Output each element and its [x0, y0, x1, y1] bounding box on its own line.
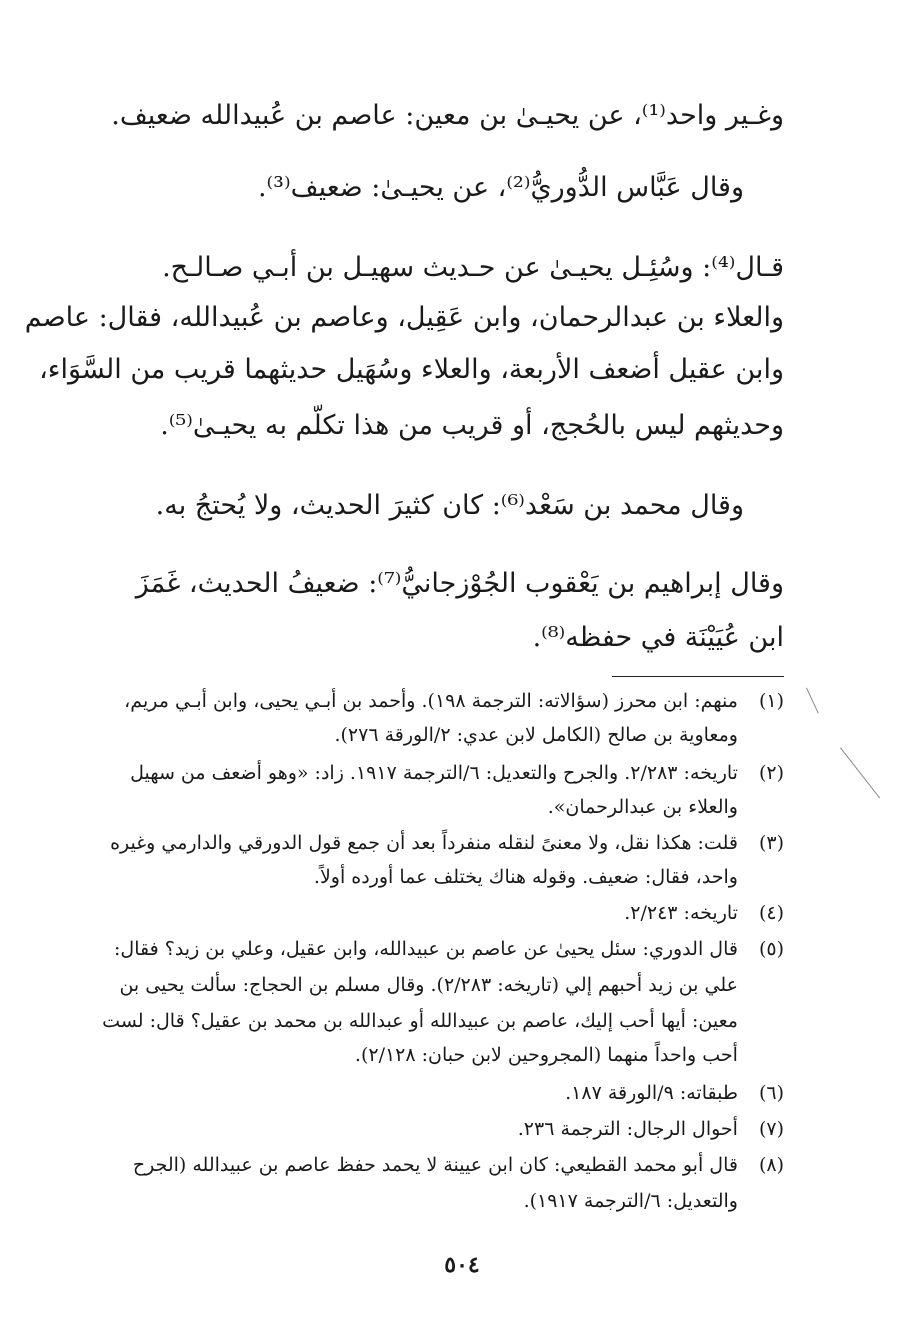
text-line: وقال عَبَّاس الدُّوريُّ⁽²⁾، عن يحيـىٰ: ضعيف⁽³⁾.	[257, 172, 744, 203]
footnote-text: علي بن زيد أحبهم إلي (تاريخه: ٢/٢٨٣). وقال مسلم بن الحجاج: سألت يحيى بن	[119, 974, 738, 996]
text-line: وقال محمد بن سَعْد⁽⁶⁾: كان كثيرَ الحديث، ولا يُحتجُ به.	[155, 490, 744, 521]
text-line: قـال⁽⁴⁾: وسُئِـل يحيـىٰ عن حـديث سهيـل بن أبـي صـالـح.	[162, 252, 784, 283]
footnote-text: تاريخه: ٢/٢٤٣.	[624, 902, 738, 924]
footnote-text: والعلاء بن عبدالرحمان».	[547, 796, 738, 818]
footnote-number: (٨)	[758, 1154, 784, 1176]
footnote-1	[124, 690, 784, 712]
footnote-text: منهم: ابن محرز (سؤالاته: الترجمة ١٩٨). وأحمد بن أبـي يحيى، وابن أبـي مريم،	[124, 690, 738, 712]
footnote-7	[518, 1118, 784, 1140]
footnote-text: واحد، فقال: ضعيف. وقوله هناك يختلف عما أورده أولاً.	[313, 866, 738, 888]
footnote-divider	[612, 676, 784, 677]
footnote-3-cont	[314, 866, 784, 888]
footnote-text: والتعديل: ٦/الترجمة ١٩١٧).	[523, 1190, 738, 1212]
footnote-5-cont	[355, 1044, 784, 1066]
text-line: وحديثهم ليس بالحُجج، أو قريب من هذا تكلّم به يحيـىٰ⁽⁵⁾.	[160, 410, 784, 441]
footnote-number: (٢)	[758, 762, 784, 784]
footnote-2-cont	[548, 796, 784, 818]
page-number: ٥٠٤	[444, 1252, 480, 1278]
footnote-4	[624, 902, 784, 924]
footnote-number: (٤)	[758, 902, 784, 924]
text-line: وابن عقيل أضعف الأربعة، والعلاء وسُهَيل حديثهما قريب من السَّوَاء،	[39, 354, 784, 385]
scan-mark	[840, 747, 880, 798]
footnote-3	[110, 832, 784, 854]
footnote-number: (٦)	[758, 1082, 784, 1104]
footnote-number: (٣)	[758, 832, 784, 854]
footnote-number: (٥)	[758, 938, 784, 960]
footnote-text: أحوال الرجال: الترجمة ٢٣٦.	[517, 1118, 738, 1140]
footnote-text: تاريخه: ٢/٢٨٣. والجرح والتعديل: ٦/الترجمة ١٩١٧. زاد: «وهو أضعف من سهيل	[130, 762, 738, 784]
footnote-2	[130, 762, 784, 784]
text-line: وغـير واحد⁽¹⁾، عن يحيـىٰ بن معين: عاصم بن عُبيدالله ضعيف.	[111, 100, 784, 131]
footnote-8	[133, 1154, 784, 1176]
footnote-number: (١)	[758, 690, 784, 712]
footnote-number: (٧)	[758, 1118, 784, 1140]
footnote-text: قال أبو محمد القطيعي: كان ابن عيينة لا يحمد حفظ عاصم بن عبيدالله (الجرح	[132, 1154, 738, 1176]
footnote-text: طبقاته: ٩/الورقة ١٨٧.	[565, 1082, 738, 1104]
footnote-text: أحب واحداً منهما (المجروحين لابن حبان: ٢/١٢٨).	[354, 1044, 738, 1066]
footnote-6	[565, 1082, 784, 1104]
footnote-5-cont	[119, 974, 784, 996]
footnote-5	[114, 938, 784, 960]
footnote-text: قلت: هكذا نقل، ولا معنىً لنقله منفرداً بعد أن جمع قول الدورقي والدارمي وغيره	[110, 832, 738, 854]
footnote-text: ومعاوية بن صالح (الكامل لابن عدي: ٢/الورقة ٢٧٦).	[334, 724, 738, 746]
footnote-text: قال الدوري: سئل يحيىٰ عن عاصم بن عبيدالله، وابن عقيل، وعلي بن زيد؟ فقال:	[114, 938, 738, 960]
text-line: والعلاء بن عبدالرحمان، وابن عَقِيل، وعاصم بن عُبيدالله، فقال: عاصم	[24, 302, 784, 333]
footnote-5-cont	[102, 1010, 784, 1032]
footnote-8-cont	[524, 1190, 784, 1212]
text-line: وقال إبراهيم بن يَعْقوب الجُوْزجانيُّ⁽⁷⁾: ضعيفُ الحديث، غَمَزَ	[135, 568, 784, 599]
footnote-text: معين: أيها أحب إليك، عاصم بن عبيدالله أو عبدالله بن محمد بن عقيل؟ قال: لست	[102, 1010, 738, 1032]
scan-mark	[806, 688, 819, 714]
footnote-1-cont	[334, 724, 784, 746]
text-line: ابن عُيَيْنَة في حفظه⁽⁸⁾.	[532, 622, 784, 653]
